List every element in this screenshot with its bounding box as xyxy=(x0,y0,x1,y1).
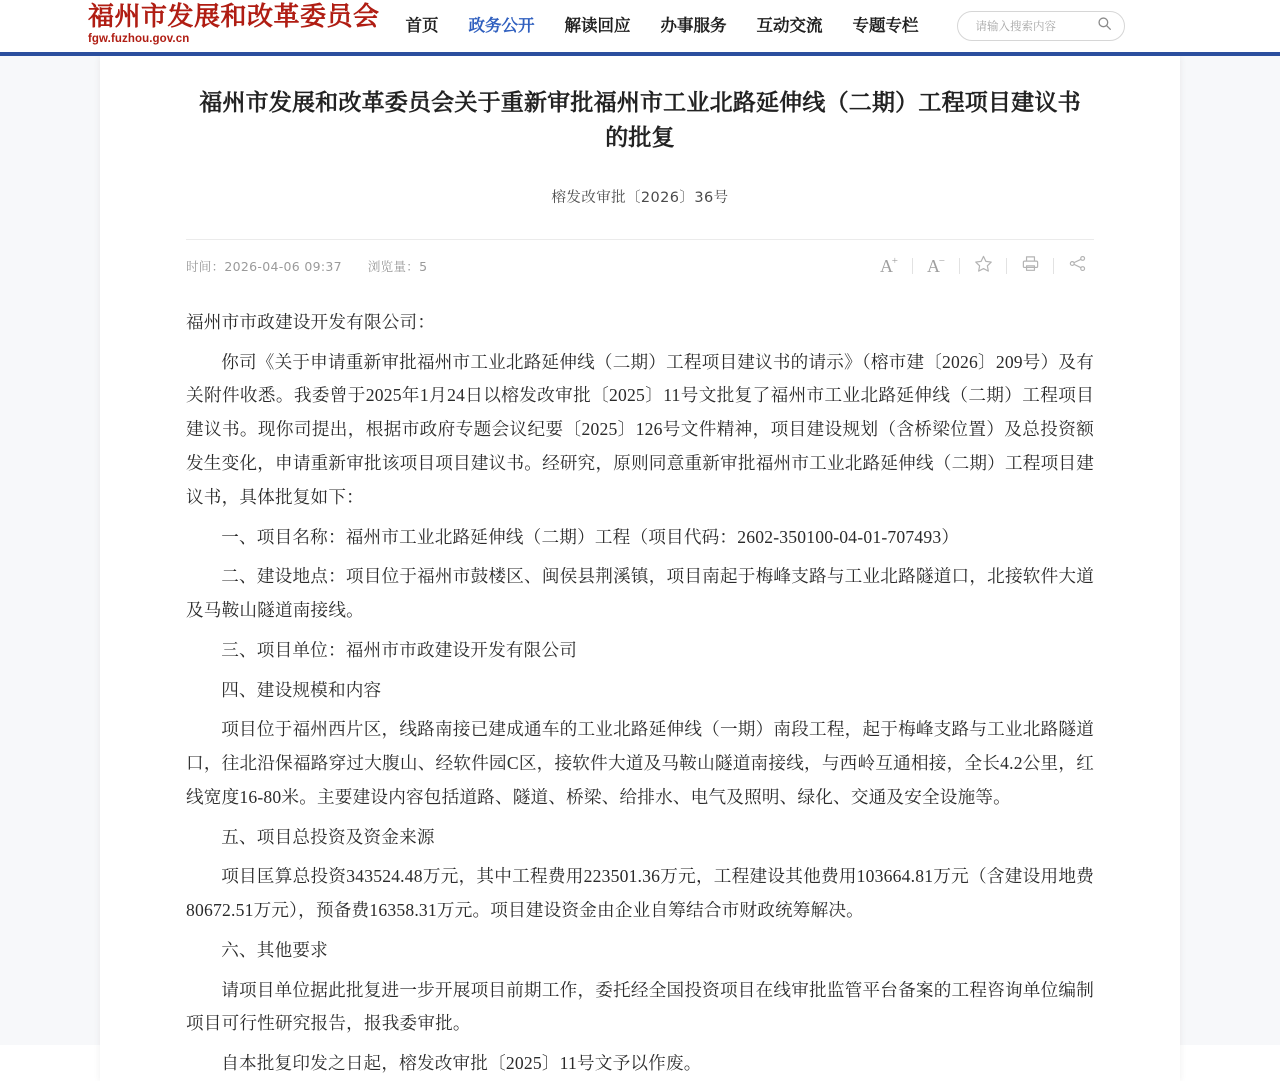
font-increase-icon: A + xyxy=(880,254,898,276)
view-count-label: 浏览量： xyxy=(367,258,420,274)
article-paragraph: 福州市市政建设开发有限公司： xyxy=(186,311,436,332)
font-decrease-button[interactable] xyxy=(919,254,953,278)
article-body xyxy=(186,306,1094,1081)
font-increase-button[interactable] xyxy=(872,254,906,278)
toolbar-separator xyxy=(912,258,913,274)
share-button[interactable] xyxy=(1060,254,1094,278)
article-paragraph: 六、其他要求 xyxy=(221,939,328,960)
publish-time xyxy=(186,257,342,275)
nav-item-interaction[interactable]: 互动交流 xyxy=(756,15,823,35)
search-input[interactable] xyxy=(974,18,1097,34)
star-icon xyxy=(974,254,993,278)
favorite-button[interactable] xyxy=(966,254,1000,278)
site-header xyxy=(0,0,1280,56)
nav-item-interpretation[interactable]: 解读回应 xyxy=(564,15,631,35)
site-logo-title: 福州市发展和改革委员会 xyxy=(88,2,380,33)
view-count-value: 5 xyxy=(419,258,428,274)
search-box[interactable] xyxy=(957,11,1125,41)
article-paragraph: 项目位于福州西片区，线路南接已建成通车的工业北路延伸线（一期）南段工程，起于梅峰支路与工业北路隧道口，往北沿保福路穿过大腹山、经软件园C区，接软件大道及马鞍山隧道南接线，与西岭互通相接，全长4.2公里，红线宽度16-80米。主要建设内容包括道路、隧道、桥梁、给排水、电气及照明、绿化、交通及安全设施等。 xyxy=(186,719,1094,807)
article-paragraph: 自本批复印发之日起，榕发改审批〔2025〕11号文予以作废。 xyxy=(221,1053,702,1074)
main-navigation xyxy=(405,15,919,35)
article-paragraph: 一、项目名称：福州市工业北路延伸线（二期）工程（项目代码：2602-350100-04-01-707493） xyxy=(221,526,960,547)
site-logo-url: fgw.fuzhou.gov.cn xyxy=(88,33,190,46)
publish-time-label: 时间： xyxy=(186,258,225,274)
page-title: 福州市发展和改革委员会关于重新审批福州市工业北路延伸线（二期）工程项目建议书的批复 xyxy=(199,90,1081,151)
print-button[interactable] xyxy=(1013,254,1047,278)
document-number: 榕发改审批〔2026〕36号 xyxy=(551,189,729,206)
view-count xyxy=(368,257,427,275)
article-paragraph: 二、建设地点：项目位于福州市鼓楼区、闽侯县荆溪镇，项目南起于梅峰支路与工业北路隧道口，北接软件大道及马鞍山隧道南接线。 xyxy=(186,566,1094,621)
article-paragraph: 三、项目单位：福州市市政建设开发有限公司 xyxy=(221,639,578,660)
nav-item-government-affairs[interactable]: 政务公开 xyxy=(468,15,535,35)
toolbar-separator xyxy=(959,258,960,274)
toolbar-separator xyxy=(1006,258,1007,274)
site-logo[interactable] xyxy=(88,4,380,48)
article-paragraph: 四、建设规模和内容 xyxy=(221,679,382,700)
article-paragraph: 你司《关于申请重新审批福州市工业北路延伸线（二期）工程项目建议书的请示》（榕市建〔2026〕209号）及有关附件收悉。我委曾于2025年1月24日以榕发改审批〔2025〕11号文批复了福州市工业北路延伸线（二期）工程项目建议书。现你司提出，根据市政府专题会议纪要〔2025〕126号文件精神，项目建设规划（含桥梁位置）及总投资额发生变化，申请重新审批该项目项目建议书。经研究，原则同意重新审批福州市工业北路延伸线（二期）工程项目建议书，具体批复如下： xyxy=(186,351,1094,507)
nav-item-services[interactable]: 办事服务 xyxy=(660,15,727,35)
article-action-toolbar xyxy=(872,254,1094,278)
article-paragraph: 五、项目总投资及资金来源 xyxy=(221,826,435,847)
article-paragraph: 请项目单位据此批复进一步开展项目前期工作，委托经全国投资项目在线审批监管平台备案的工程咨询单位编制项目可行性研究报告，报我委审批。 xyxy=(186,979,1094,1034)
publish-time-value: 2026-04-06 09:37 xyxy=(224,258,342,274)
article-meta-row xyxy=(186,240,1094,292)
printer-icon xyxy=(1021,254,1040,278)
search-icon[interactable] xyxy=(1097,16,1112,36)
article-panel xyxy=(100,56,1180,1081)
share-icon xyxy=(1068,254,1087,278)
nav-item-special-topics[interactable]: 专题专栏 xyxy=(852,15,919,35)
nav-item-home[interactable]: 首页 xyxy=(405,15,439,35)
font-decrease-icon: A − xyxy=(927,254,945,276)
toolbar-separator xyxy=(1053,258,1054,274)
article-paragraph: 项目匡算总投资343524.48万元，其中工程费用223501.36万元，工程建设其他费用103664.81万元（含建设用地费80672.51万元），预备费16358.31万元。项目建设资金由企业自筹结合市财政统筹解决。 xyxy=(186,866,1094,921)
page-background xyxy=(0,56,1280,1074)
article-meta-info xyxy=(186,257,427,275)
